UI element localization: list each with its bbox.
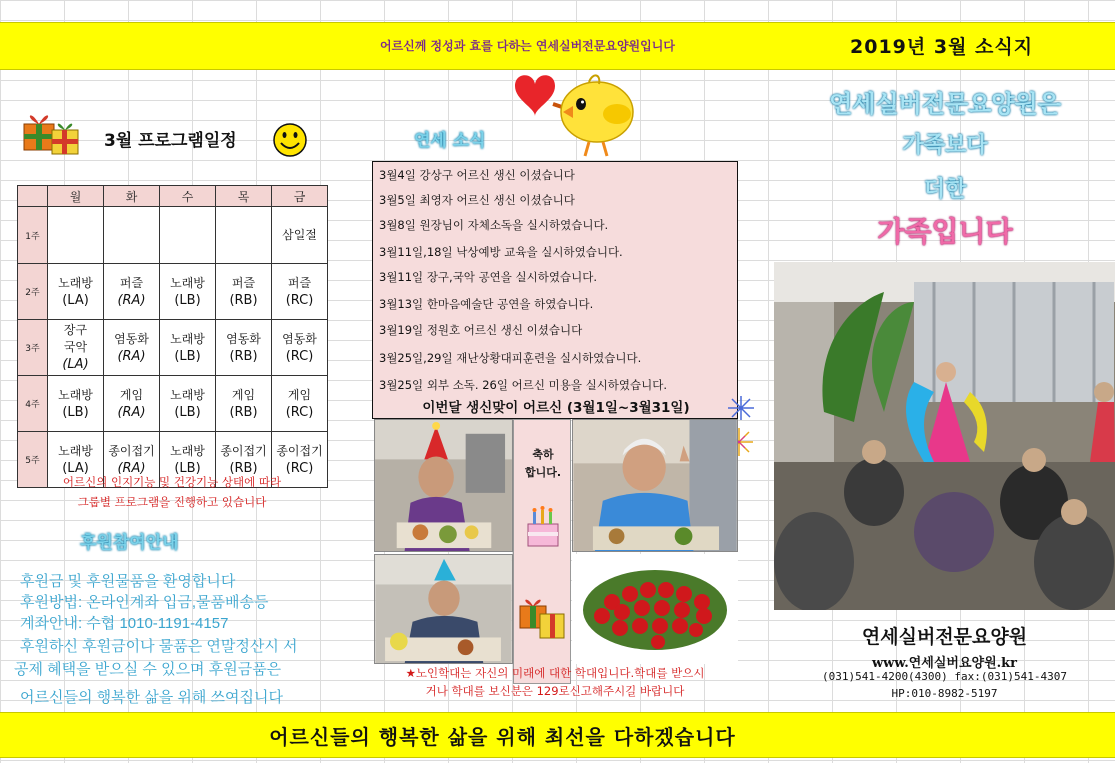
schedule-header-row <box>18 186 328 207</box>
schedule-cell <box>48 320 104 376</box>
donation-title: 후원참여안내 <box>80 533 179 553</box>
news-item: 3월8일 원장님이 자체소독을 실시하였습니다. <box>379 218 609 232</box>
activity-name: 염동화 <box>114 331 149 346</box>
schedule-cell <box>104 264 160 320</box>
group-code: (LA) <box>62 357 89 372</box>
chick-with-heart-illustration <box>505 66 645 162</box>
abuse-notice-line <box>372 664 738 682</box>
week-label: 4주 <box>18 376 48 432</box>
group-code: (LA) <box>62 460 89 476</box>
week-label: 5주 <box>18 432 48 488</box>
birthday-heading: 이번달 생신맞이 어르신 (3월1일~3월31일) <box>422 400 690 416</box>
schedule-cell <box>160 376 216 432</box>
smiley-icon <box>272 122 308 158</box>
gift-icon <box>518 590 568 642</box>
activity-name: 게임 <box>287 387 312 402</box>
corner-cell <box>18 186 48 207</box>
bottom-slogan: 어르신들의 행복한 삶을 위해 최선을 다하겠습니다 <box>269 725 736 749</box>
donation-line: 어르신들의 행복한 삶을 위해 쓰여집니다 <box>20 689 284 706</box>
group-code: (RC) <box>285 404 314 420</box>
group-code: (RC) <box>285 292 314 308</box>
top-slogan: 어르신께 정성과 효를 다하는 연세실버전문요양원입니다 <box>380 39 675 53</box>
schedule-cell <box>104 207 160 264</box>
slogan-line: 더한 <box>923 177 967 202</box>
activity-photo <box>774 262 1115 610</box>
organization-name: 연세실버전문요양원 <box>861 626 1028 648</box>
news-item: 3월5일 최영자 어르신 생신 이셨습니다 <box>379 193 575 207</box>
gift-icon <box>22 104 82 160</box>
group-code: (RB) <box>229 348 258 364</box>
roses-basket-photo <box>572 554 738 664</box>
day-header: 금 <box>272 186 328 207</box>
activity-name: 종이접기 <box>276 443 323 458</box>
schedule-cell <box>216 376 272 432</box>
news-item: 3월11일,18일 낙상예방 교육을 실시하였습니다. <box>379 245 623 259</box>
schedule-row <box>18 264 328 320</box>
day-header: 수 <box>160 186 216 207</box>
birthday-photo <box>374 419 513 552</box>
donation-line: 공제 혜택을 받으실 수 있으며 후원금품은 <box>14 661 282 678</box>
birthday-photo <box>374 554 513 664</box>
schedule-cell <box>272 376 328 432</box>
schedule-cell <box>104 376 160 432</box>
organization-mobile: HP:010-8982-5197 <box>891 687 998 700</box>
top-band <box>0 22 1115 70</box>
group-code: (RA) <box>117 460 146 476</box>
group-code: (RA) <box>117 292 146 308</box>
program-title: 3월 프로그램일정 <box>104 131 237 151</box>
group-code: (LA) <box>62 292 89 308</box>
group-code: (LB) <box>174 348 201 364</box>
week-label: 1주 <box>18 207 48 264</box>
schedule-cell <box>272 320 328 376</box>
donation-line: 후원금 및 후원물품을 환영합니다 <box>20 573 236 590</box>
group-code: (RA) <box>117 348 146 364</box>
activity-name: 염동화 <box>226 331 261 346</box>
news-item: 3월11일 장구,국악 공연을 실시하였습니다. <box>379 270 597 284</box>
program-schedule-table <box>17 185 328 488</box>
schedule-row <box>18 376 328 432</box>
slogan-emphasis: 가족입니다 <box>877 215 1013 248</box>
week-label: 2주 <box>18 264 48 320</box>
activity-name: 퍼즐 <box>287 275 312 290</box>
group-code: (LB) <box>62 404 89 420</box>
activity-name: 게임 <box>119 387 144 402</box>
news-box <box>372 161 738 419</box>
group-code: (RA) <box>117 404 146 420</box>
congrats-text <box>514 446 572 482</box>
news-item: 3월25일 외부 소독. 26일 어르신 미용을 실시하였습니다. <box>379 378 668 392</box>
issue-title: 2019년 3월 소식지 <box>850 36 1034 58</box>
schedule-cell <box>104 320 160 376</box>
activity-name: 염동화 <box>282 331 317 346</box>
news-item: 3월13일 한마음예술단 공연을 하였습니다. <box>379 297 594 311</box>
donation-line: 후원방법: 온라인계좌 입금,물품배송등 <box>20 594 269 611</box>
activity-name: 노래방 <box>170 331 205 346</box>
activity-name: 종이접기 <box>220 443 267 458</box>
schedule-cell <box>272 264 328 320</box>
slogan-line: 가족보다 <box>902 133 988 158</box>
news-item: 3월25일,29일 재난상황대피훈련을 실시하였습니다. <box>379 351 642 365</box>
schedule-cell <box>216 207 272 264</box>
schedule-cell <box>160 264 216 320</box>
slogan-line: 연세실버전문요양원은 <box>829 90 1061 118</box>
activity-name: 노래방 <box>170 443 205 458</box>
star-icon: ★ <box>405 666 416 680</box>
week-label: 3주 <box>18 320 48 376</box>
news-item: 3월4일 강상구 어르신 생신 이셨습니다 <box>379 168 575 182</box>
activity-name: 노래방 <box>58 443 93 458</box>
donation-line: 후원하신 후원금이나 물품은 연말정산시 서 <box>20 638 298 655</box>
activity-name: 종이접기 <box>108 443 155 458</box>
schedule-cell <box>160 320 216 376</box>
activity-name: 장구 <box>63 323 88 337</box>
group-code: (RC) <box>285 348 314 364</box>
schedule-cell <box>216 320 272 376</box>
organization-phone: (031)541-4200(4300) fax:(031)541-4307 <box>821 670 1068 683</box>
program-note <box>22 472 322 512</box>
schedule-cell <box>48 264 104 320</box>
group-code: (LB) <box>174 404 201 420</box>
group-code: (RB) <box>229 460 258 476</box>
cake-icon <box>524 502 562 550</box>
news-title: 연세 소식 <box>414 131 486 151</box>
group-code: (LB) <box>174 460 201 476</box>
schedule-row <box>18 320 328 376</box>
abuse-notice-line: 거나 학대를 보신분은 129로신고해주시길 바랍니다 <box>425 684 685 698</box>
birthday-photo <box>572 419 738 552</box>
schedule-cell: 삼일절 <box>272 207 328 264</box>
schedule-cell <box>48 207 104 264</box>
day-header: 목 <box>216 186 272 207</box>
schedule-cell <box>48 376 104 432</box>
bottom-band <box>0 712 1115 758</box>
schedule-row <box>18 207 328 264</box>
group-code: (RC) <box>285 460 314 476</box>
news-item: 3월19일 정원호 어르신 생신 이셨습니다 <box>379 323 583 337</box>
abuse-notice-text: 노인학대는 자신의 미래에 대한 학대입니다.학대를 받으시 <box>415 666 705 680</box>
donation-line: 계좌안내: 수협 1010-1191-4157 <box>20 615 229 632</box>
activity-name: 노래방 <box>58 387 93 402</box>
schedule-cell <box>216 264 272 320</box>
group-code: (RB) <box>229 404 258 420</box>
program-note-line: 그룹별 프로그램을 진행하고 있습니다 <box>77 495 267 509</box>
activity-name: 퍼즐 <box>119 275 144 290</box>
activity-name: 퍼즐 <box>231 275 256 290</box>
schedule-cell <box>160 207 216 264</box>
day-header: 화 <box>104 186 160 207</box>
organization-url: www.연세실버요양원.kr <box>871 656 1018 671</box>
congrats-line: 합니다. <box>524 466 562 479</box>
activity-name: 노래방 <box>170 275 205 290</box>
congrats-line: 축하 <box>532 448 554 461</box>
abuse-notice <box>372 664 738 708</box>
program-note-line: 어르신의 인지기능 및 건강기능 상태에 따라 <box>62 475 282 489</box>
day-header: 월 <box>48 186 104 207</box>
congrats-strip <box>513 419 571 684</box>
activity-name: 노래방 <box>58 275 93 290</box>
group-code: (RB) <box>229 292 258 308</box>
group-code: (LB) <box>174 292 201 308</box>
activity-name: 게임 <box>231 387 256 402</box>
activity-name: 노래방 <box>170 387 205 402</box>
activity-name: 국악 <box>63 340 88 354</box>
